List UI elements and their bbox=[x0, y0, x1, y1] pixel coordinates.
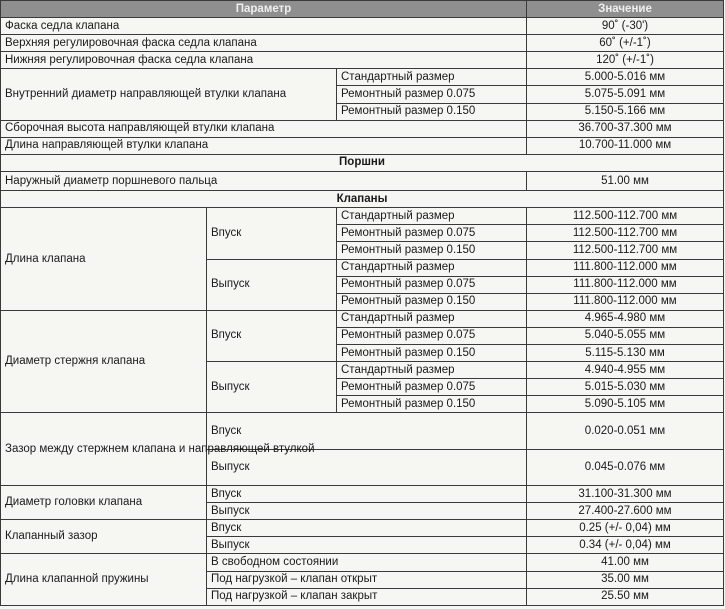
row-value: 35.00 мм bbox=[527, 571, 724, 588]
sub-label: Впуск bbox=[207, 520, 527, 537]
table-row bbox=[1, 52, 724, 69]
sub-label: Выпуск bbox=[207, 259, 337, 310]
row-value: 5.115-5.130 мм bbox=[527, 345, 724, 362]
sub-label: Выпуск bbox=[207, 449, 527, 485]
table-row bbox=[1, 413, 724, 449]
row-value: 5.075-5.091 мм bbox=[527, 86, 724, 103]
row-value: 112.500-112.700 мм bbox=[527, 225, 724, 242]
row-value: 41.00 мм bbox=[527, 554, 724, 571]
row-value: 90˚ (-30') bbox=[527, 18, 724, 35]
row-label: Верхняя регулировочная фаска седла клапана bbox=[1, 35, 527, 52]
row-label: Сборочная высота направляющей втулки клапана bbox=[1, 120, 527, 137]
row-value: 120˚ (+/-1˚) bbox=[527, 52, 724, 69]
sub-label: Выпуск bbox=[207, 362, 337, 413]
table-row bbox=[1, 171, 724, 190]
row-value: 51.00 мм bbox=[527, 171, 724, 190]
row-value: 0.25 (+/- 0,04) мм bbox=[527, 520, 724, 537]
row-value: 5.000-5.016 мм bbox=[527, 69, 724, 86]
row-label: Внутренний диаметр направляющей втулки клапана bbox=[1, 69, 337, 120]
row-label: Диаметр головки клапана bbox=[1, 486, 207, 520]
table-row bbox=[1, 208, 724, 225]
section-row bbox=[1, 191, 724, 208]
state-label: В свободном состоянии bbox=[207, 554, 527, 571]
row-label: Клапанный зазор bbox=[1, 520, 207, 554]
section-title: Клапаны bbox=[1, 191, 724, 208]
header-param: Параметр bbox=[1, 1, 527, 18]
row-value: 111.800-112.000 мм bbox=[527, 259, 724, 276]
row-value: 0.020-0.051 мм bbox=[527, 413, 724, 449]
state-label: Под нагрузкой – клапан открыт bbox=[207, 571, 527, 588]
table-row bbox=[1, 18, 724, 35]
section-title: Поршни bbox=[1, 154, 724, 171]
table-row bbox=[1, 69, 724, 86]
header-row bbox=[1, 1, 724, 18]
size-label: Стандартный размер bbox=[337, 259, 527, 276]
sub-label: Выпуск bbox=[207, 537, 527, 554]
size-label: Стандартный размер bbox=[337, 310, 527, 327]
section-row bbox=[1, 154, 724, 171]
size-label: Стандартный размер bbox=[337, 362, 527, 379]
row-value: 0.34 (+/- 0,04) мм bbox=[527, 537, 724, 554]
row-value: 60˚ (+/-1˚) bbox=[527, 35, 724, 52]
table-row bbox=[1, 137, 724, 154]
size-label: Ремонтный размер 0.075 bbox=[337, 327, 527, 344]
table-row bbox=[1, 120, 724, 137]
size-label: Ремонтный размер 0.150 bbox=[337, 396, 527, 413]
row-value: 111.800-112.000 мм bbox=[527, 293, 724, 310]
row-label: Длина клапанной пружины bbox=[1, 554, 207, 606]
row-value: 27.400-27.600 мм bbox=[527, 503, 724, 520]
row-value: 0.045-0.076 мм bbox=[527, 449, 724, 485]
size-label: Ремонтный размер 0.150 bbox=[337, 103, 527, 120]
size-label: Ремонтный размер 0.075 bbox=[337, 86, 527, 103]
size-label: Ремонтный размер 0.150 bbox=[337, 242, 527, 259]
row-value: 111.800-112.000 мм bbox=[527, 276, 724, 293]
size-label: Ремонтный размер 0.150 bbox=[337, 345, 527, 362]
row-value: 25.50 мм bbox=[527, 588, 724, 605]
row-value: 5.015-5.030 мм bbox=[527, 379, 724, 396]
size-label: Ремонтный размер 0.075 bbox=[337, 276, 527, 293]
size-label: Ремонтный размер 0.075 bbox=[337, 225, 527, 242]
table-row bbox=[1, 486, 724, 503]
row-value: 4.940-4.955 мм bbox=[527, 362, 724, 379]
size-label: Ремонтный размер 0.150 bbox=[337, 293, 527, 310]
row-label: Фаска седла клапана bbox=[1, 18, 527, 35]
row-value: 5.040-5.055 мм bbox=[527, 327, 724, 344]
sub-label: Выпуск bbox=[207, 503, 527, 520]
table-row bbox=[1, 520, 724, 537]
state-label: Под нагрузкой – клапан закрыт bbox=[207, 588, 527, 605]
row-label: Зазор между стержнем клапана и направляющей втулкой bbox=[1, 413, 207, 486]
row-value: 5.090-5.105 мм bbox=[527, 396, 724, 413]
sub-label: Впуск bbox=[207, 413, 527, 449]
row-value: 112.500-112.700 мм bbox=[527, 242, 724, 259]
row-value: 36.700-37.300 мм bbox=[527, 120, 724, 137]
table-row bbox=[1, 554, 724, 571]
size-label: Стандартный размер bbox=[337, 69, 527, 86]
row-value: 31.100-31.300 мм bbox=[527, 486, 724, 503]
row-value: 112.500-112.700 мм bbox=[527, 208, 724, 225]
row-value: 5.150-5.166 мм bbox=[527, 103, 724, 120]
size-label: Стандартный размер bbox=[337, 208, 527, 225]
row-value: 10.700-11.000 мм bbox=[527, 137, 724, 154]
sub-label: Впуск bbox=[207, 208, 337, 259]
table-row bbox=[1, 35, 724, 52]
size-label: Ремонтный размер 0.075 bbox=[337, 379, 527, 396]
table-row bbox=[1, 310, 724, 327]
row-label: Длина клапана bbox=[1, 208, 207, 311]
row-value: 4.965-4.980 мм bbox=[527, 310, 724, 327]
sub-label: Впуск bbox=[207, 486, 527, 503]
row-label: Наружный диаметр поршневого пальца bbox=[1, 171, 527, 190]
sub-label: Впуск bbox=[207, 310, 337, 361]
header-value: Значение bbox=[527, 1, 724, 18]
row-label: Длина направляющей втулки клапана bbox=[1, 137, 527, 154]
row-label: Нижняя регулировочная фаска седла клапана bbox=[1, 52, 527, 69]
row-label: Диаметр стержня клапана bbox=[1, 310, 207, 413]
